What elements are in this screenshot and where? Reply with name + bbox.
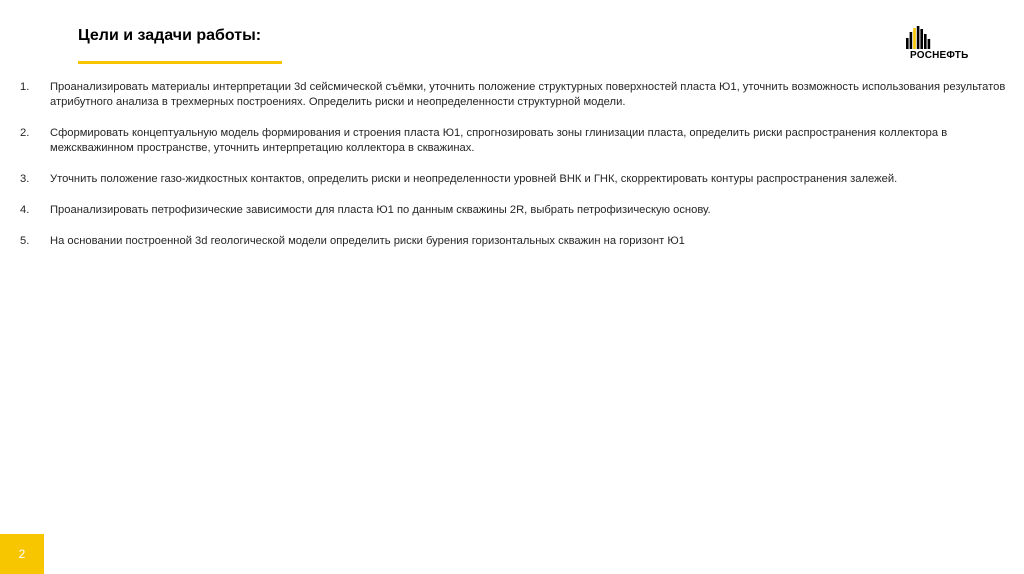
goal-number: 2.	[20, 127, 30, 139]
goal-item	[20, 234, 1010, 249]
goal-number: 1.	[20, 81, 30, 93]
goal-item	[20, 172, 1010, 187]
company-logo	[896, 26, 996, 68]
goal-text: Проанализировать петрофизические зависимости для пласта Ю1 по данным скважины 2R, выбрать петрофизическую основу.	[50, 204, 711, 216]
page-number: 2	[18, 547, 26, 561]
page-number-badge	[0, 534, 44, 574]
goal-number: 5.	[20, 235, 30, 247]
goals-list	[20, 80, 1010, 249]
logo-text: РОСНЕФТЬ	[910, 50, 969, 61]
goal-text: Сформировать концептуальную модель формирования и строения пласта Ю1, спрогнозировать зоны глинизации пласта, определить риски распространения коллектора в межскважинном пространстве, уточнить интерпретацию коллектора в скважинах.	[50, 127, 948, 154]
goal-item	[20, 203, 1010, 218]
goal-item	[20, 80, 1010, 110]
rosneft-emblem-icon	[896, 26, 936, 50]
slide-title: Цели и задачи работы:	[78, 27, 262, 44]
goal-number: 4.	[20, 204, 30, 216]
goal-text: На основании построенной 3d геологической модели определить риски бурения горизонтальных скважин на горизонт Ю1	[50, 235, 685, 247]
title-underline	[78, 61, 282, 64]
goal-text: Проанализировать материалы интерпретации 3d сейсмической съёмки, уточнить положение структурных поверхностей пласта Ю1, уточнить возможность использования результатов атрибутного анализа в трехмерных построениях. Определить риски и неопределенности структурной модели.	[50, 81, 1006, 108]
goal-number: 3.	[20, 173, 30, 185]
goal-item	[20, 126, 1010, 156]
goal-text: Уточнить положение газо-жидкостных контактов, определить риски и неопределенности уровней ВНК и ГНК, скорректировать контуры распространения залежей.	[50, 173, 898, 185]
